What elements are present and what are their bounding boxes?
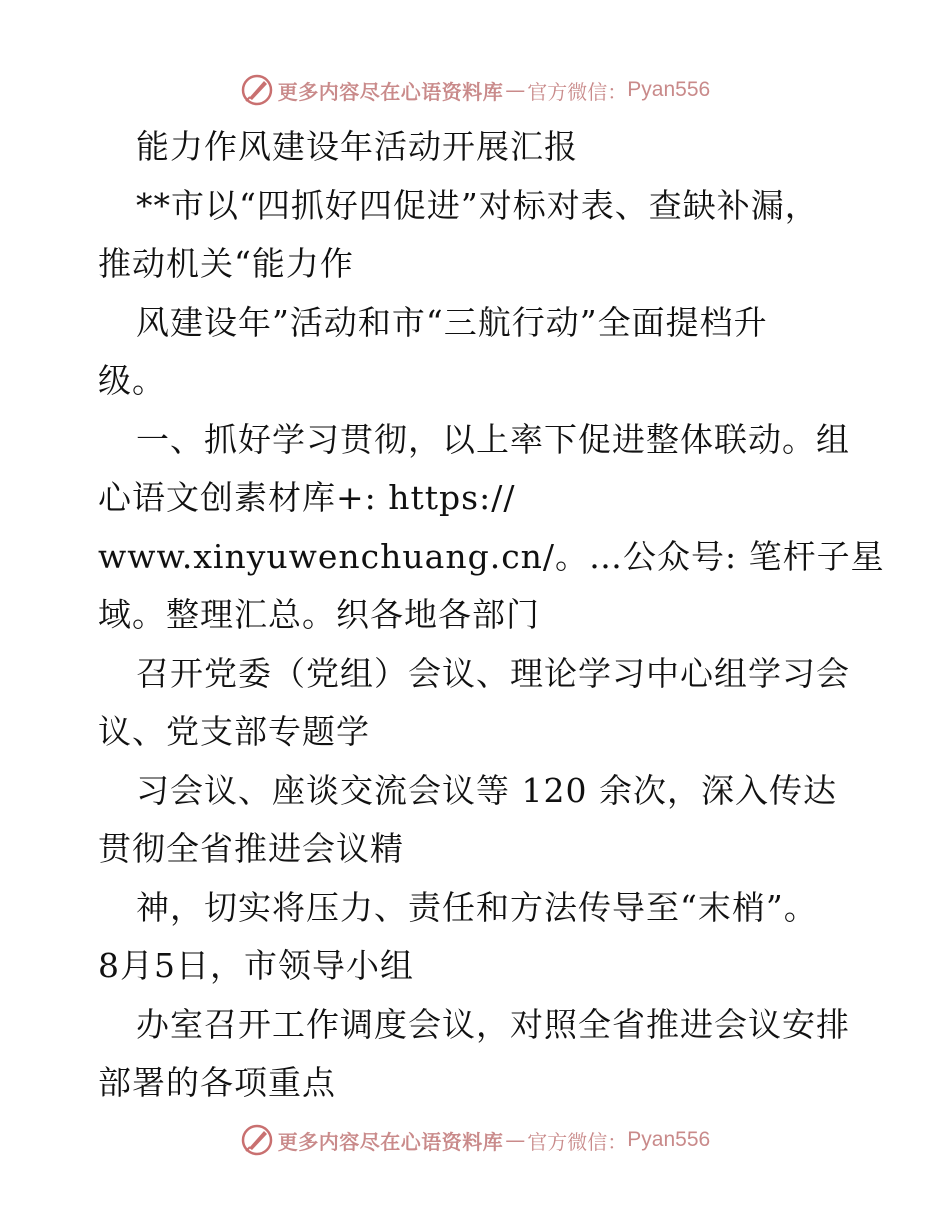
quill-pen-circle-icon: [240, 73, 274, 107]
document-title: 能力作风建设年活动开展汇报: [136, 127, 578, 166]
text-line: 心语文创素材库+: https://: [98, 478, 516, 517]
header-banner-main-text: 更多内容尽在心语资料库: [277, 79, 504, 104]
text-line: 办室召开工作调度会议，对照全省推进会议安排: [136, 1004, 850, 1044]
text-line: 议、党支部专题学: [98, 712, 370, 751]
footer-banner-account-id: Pyan556: [627, 1128, 711, 1151]
text-line: 神，切实将压力、责任和方法传导至“末梢”。: [136, 887, 818, 927]
section-heading-line: 一、抓好学习贯彻，以上率下促进整体联动。组: [136, 419, 850, 459]
text-line: 域。整理汇总。织各地各部门: [98, 595, 540, 634]
text-line: 部署的各项重点: [98, 1063, 336, 1102]
text-line: www.xinyuwenchuang.cn/。…公众号: 笔杆子星: [98, 536, 885, 576]
text-line: 贯彻全省推进会议精: [98, 829, 404, 868]
footer-banner-dash: —: [505, 1128, 526, 1152]
footer-banner-suffix: 官方微信：: [527, 1129, 628, 1154]
header-banner-dash: —: [505, 78, 526, 102]
header-banner-account-id: Pyan556: [627, 78, 711, 101]
footer-banner-main-text: 更多内容尽在心语资料库: [277, 1129, 504, 1154]
text-line: 习会议、座谈交流会议等 120 余次，深入传达: [136, 770, 837, 810]
document-body: [98, 118, 885, 1113]
text-line: 风建设年”活动和市“三航行动”全面提档升: [136, 302, 768, 342]
header-banner-suffix: 官方微信：: [527, 79, 628, 104]
text-line: 推动机关“能力作: [98, 244, 354, 283]
text-line: 8月5日，市领导小组: [98, 946, 414, 985]
header-watermark-banner: [0, 68, 950, 112]
quill-pen-circle-icon: [240, 1123, 274, 1157]
text-line: 召开党委（党组）会议、理论学习中心组学习会: [136, 653, 850, 693]
text-line: 级。: [98, 361, 166, 400]
footer-watermark-banner: [0, 1118, 950, 1162]
text-line: **市以“四抓好四促进”对标对表、查缺补漏，: [136, 185, 819, 225]
